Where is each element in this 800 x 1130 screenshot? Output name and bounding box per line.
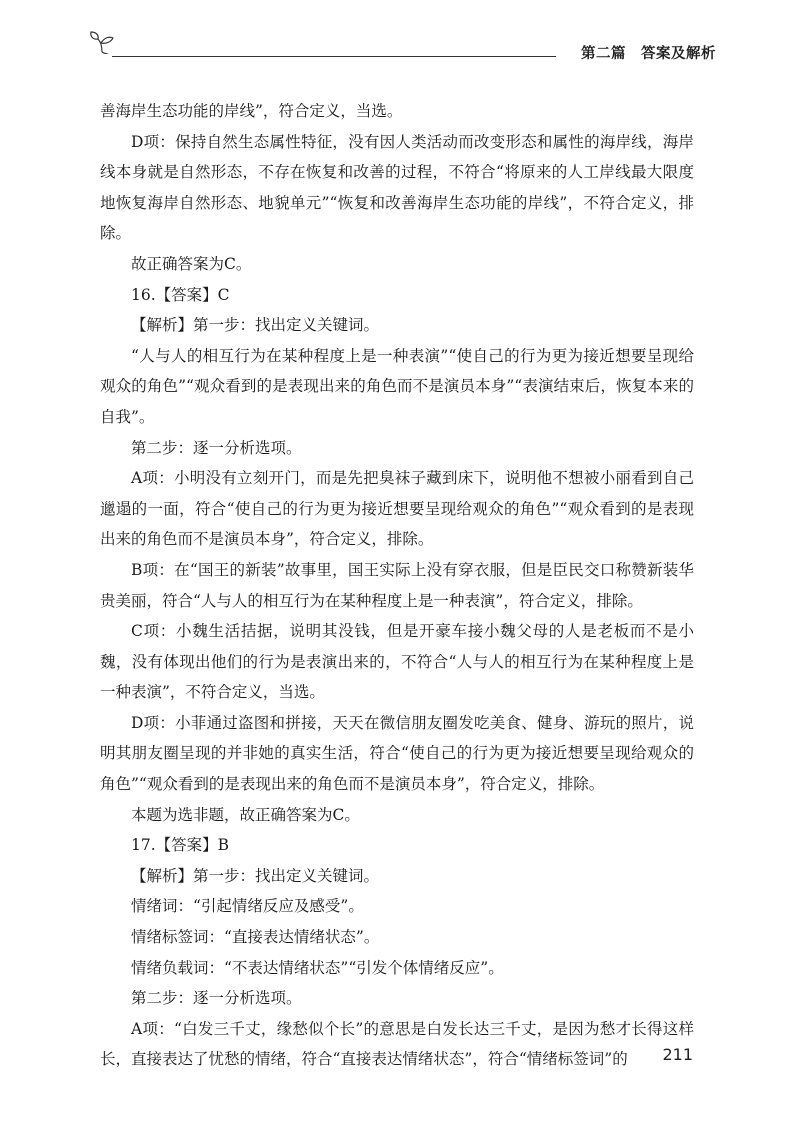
paragraph: 第二步：逐一分析选项。 [131, 438, 302, 457]
paragraph: 情绪负载词：“不表达情绪状态”“引发个体情绪反应”。 [131, 958, 504, 977]
paragraph: 第二步：逐一分析选项。 [131, 989, 302, 1008]
paragraph: 16.【答案】C [131, 285, 230, 304]
paragraph: 【解析】第一步：找出定义关键词。 [131, 866, 380, 885]
paragraph: 善海岸生态功能的岸线”，符合定义，当选。 [100, 102, 403, 120]
paragraph: 17.【答案】B [131, 836, 230, 855]
paragraph: D项：保持自然生态属性特征，没有因人类活动而改变形态和属性的海岸线，海岸线本身就是自然形态，不存在恢复和改善的过程，不符合“将原来的人工岸线最大限度地恢复海岸自然形态、地貌单元”“恢复和改善海岸生态功能的岸线”，不符合定义，排除。 [100, 132, 694, 243]
paragraph: C项：小魏生活拮据，说明其没钱，但是开豪车接小魏父母的人是老板而不是小魏，没有体现出他们的行为是表演出来的，不符合“人与人的相互行为在某种程度上是一种表演”，不符合定义，当选。 [100, 622, 694, 702]
section-title: 第二篇 答案及解析 [581, 46, 716, 62]
answer-explanation-body [100, 96, 694, 1075]
leaf-sprout-icon [88, 30, 118, 54]
paragraph: 【解析】第一步：找出定义关键词。 [131, 316, 380, 335]
paragraph: B项：在“国王的新装”故事里，国王实际上没有穿衣服，但是臣民交口称赞新装华贵美丽，符合“人与人的相互行为在某种程度上是一种表演”，符合定义，排除。 [100, 560, 694, 610]
page-number: 211 [662, 1045, 693, 1064]
paragraph: 情绪词：“引起情绪反应及感受”。 [131, 897, 364, 916]
page-header [88, 28, 716, 68]
paragraph: 故正确答案为C。 [131, 254, 252, 273]
paragraph: 情绪标签词：“直接表达情绪状态”。 [131, 928, 380, 947]
paragraph: A项：“白发三千丈，缘愁似个长”的意思是白发长达三千丈，是因为愁才长得这样长，直接表达了忧愁的情绪，符合“直接表达情绪状态”，符合“情绪标签词”的 [100, 1019, 694, 1069]
paragraph: A项：小明没有立刻开门，而是先把臭袜子藏到床下，说明他不想被小丽看到自己邋遢的一面，符合“使自己的行为更为接近想要呈现给观众的角色”“观众看到的是表现出来的角色而不是演员本身”，符合定义，排除。 [100, 469, 694, 549]
paragraph: 本题为选非题，故正确答案为C。 [131, 805, 360, 824]
paragraph: D项：小菲通过盗图和拼接，天天在微信朋友圈发吃美食、健身、游玩的照片，说明其朋友圈呈现的并非她的真实生活，符合“使自己的行为更为接近想要呈现给观众的角色”“观众看到的是表现出来的角色而不是演员本身”，符合定义，排除。 [100, 713, 694, 794]
paragraph: “人与人的相互行为在某种程度上是一种表演”“使自己的行为更为接近想要呈现给观众的角色”“观众看到的是表现出来的角色而不是演员本身”“表演结束后，恢复本来的自我”。 [100, 346, 694, 426]
header-rule [112, 56, 556, 57]
